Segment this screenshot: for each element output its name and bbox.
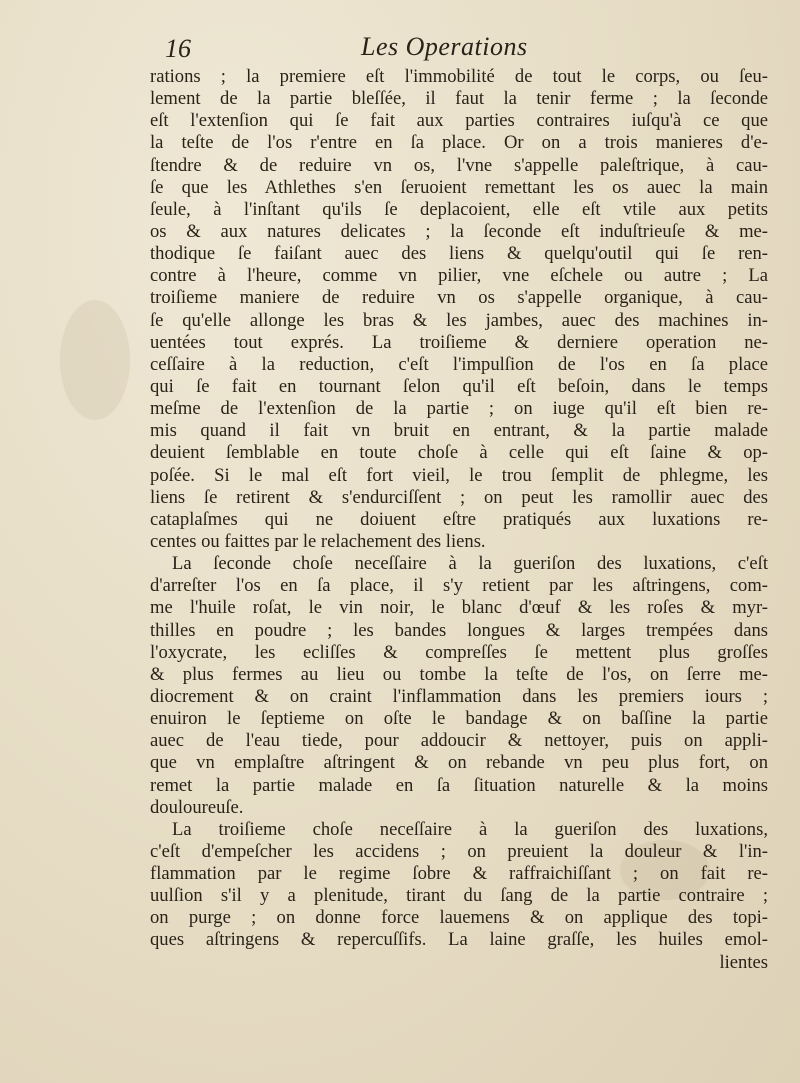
text-line: poſée. Si le mal eſt fort vieil, le trou ſemplit de phlegme, les	[150, 464, 768, 486]
text-line: c'eſt d'empeſcher les accidens ; on preuient la douleur & l'in-	[150, 840, 768, 862]
text-line: liens ſe retirent & s'endurciſſent ; on peut les ramollir auec des	[150, 486, 768, 508]
catchword: lientes	[719, 951, 768, 973]
text-line: troiſieme maniere de reduire vn os s'appelle organique, à cau-	[150, 287, 768, 309]
text-line: flammation par le regime ſobre & raffraichiſſant ; on fait re-	[150, 863, 768, 885]
text-line: qui ſe fait en tournant ſelon qu'il eſt beſoin, dans le temps	[150, 375, 768, 397]
text-line: ques aſtringens & repercuſſifs. La laine graſſe, les huiles emol-	[150, 929, 768, 951]
text-line: remet la partie malade en ſa ſituation naturelle & la moins	[150, 774, 768, 796]
text-line: rations ; la premiere eſt l'immobilité de tout le corps, ou ſeu-	[150, 66, 768, 87]
body-text	[150, 66, 768, 974]
text-line: me l'huile roſat, le vin noir, le blanc d'œuf & les roſes & myr-	[150, 597, 768, 619]
text-line: & plus fermes au lieu ou tombe la teſte de l'os, on ſerre me-	[150, 663, 768, 685]
text-line: la teſte de l'os r'entre en ſa place. Or on a trois manieres d'e-	[150, 132, 768, 154]
text-line: La troiſieme choſe neceſſaire à la gueriſon des luxations,	[172, 818, 768, 840]
text-line: ſe que les Athlethes s'en ſeruoient remettant les os auec la main	[150, 176, 768, 198]
text-line: auec de l'eau tiede, pour addoucir & nettoyer, puis on appli-	[150, 730, 768, 752]
text-line: thodique ſe faiſant auec des liens & quelqu'outil qui ſe ren-	[150, 243, 768, 265]
text-line: ceſſaire à la reduction, c'eſt l'impulſion de l'os en ſa place	[150, 353, 768, 375]
text-line: deuient ſemblable en toute choſe à celle qui eſt ſaine & op-	[150, 442, 768, 464]
text-line: on purge ; on donne force lauemens & on applique des topi-	[150, 907, 768, 929]
text-line: ſe qu'elle allonge les bras & les jambes, auec des machines in-	[150, 309, 768, 331]
text-line: enuiron le ſeptieme on oſte le bandage & on baſſine la partie	[150, 708, 768, 730]
text-line: contre à l'heure, comme vn pilier, vne eſchele ou autre ; La	[150, 265, 768, 287]
text-line: uulſion s'il y a plenitude, tirant du ſang de la partie contraire ;	[150, 885, 768, 907]
running-title: Les Operations	[361, 32, 528, 61]
text-line: douloureuſe.	[150, 796, 244, 818]
text-line: eſt l'extenſion qui ſe fait aux parties contraires iuſqu'à ce que	[150, 110, 768, 132]
text-line: cataplaſmes qui ne doiuent eſtre pratiqués aux luxations re-	[150, 508, 768, 530]
text-line: mis quand il fait vn bruit en entrant, & la partie malade	[150, 420, 768, 442]
text-line: ſeule, à l'inſtant qu'ils ſe deplacoient, elle eſt vtile aux petits	[150, 198, 768, 220]
text-line: La ſeconde choſe neceſſaire à la gueriſon des luxations, c'eſt	[172, 553, 768, 575]
text-line: meſme de l'extenſion de la partie ; on iuge qu'il eſt bien re-	[150, 398, 768, 420]
text-line: os & aux natures delicates ; la ſeconde eſt induſtrieuſe & me-	[150, 220, 768, 242]
paper-stain	[60, 300, 130, 420]
page-number: 16	[165, 34, 191, 63]
text-line: thilles en poudre ; les bandes longues & larges trempées dans	[150, 619, 768, 641]
text-line: uentées tout exprés. La troiſieme & derniere operation ne-	[150, 331, 768, 353]
page-header	[165, 34, 765, 70]
text-line: centes ou faittes par le relachement des liens.	[150, 530, 486, 552]
text-line: l'oxycrate, les ecliſſes & compreſſes ſe mettent plus groſſes	[150, 641, 768, 663]
text-line: d'arreſter l'os en ſa place, il s'y retient par les aſtringens, com-	[150, 575, 768, 597]
text-line: ſtendre & de reduire vn os, l'vne s'appelle paleſtrique, à cau-	[150, 154, 768, 176]
text-line: lement de la partie bleſſée, il faut la tenir ferme ; la ſeconde	[150, 88, 768, 110]
text-line: diocrement & on craint l'inflammation dans les premiers iours ;	[150, 685, 768, 707]
text-line: que vn emplaſtre aſtringent & on rebande vn peu plus fort, on	[150, 752, 768, 774]
